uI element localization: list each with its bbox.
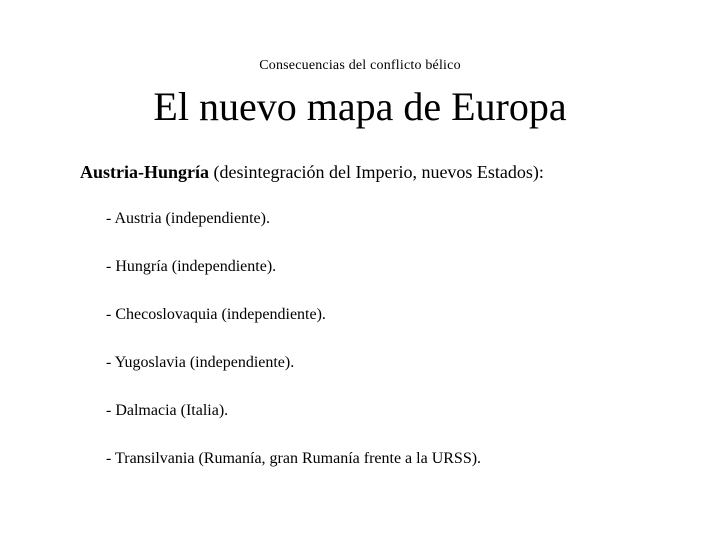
item-list: [106, 208, 481, 496]
section-heading-bold: Austria-Hungría: [80, 162, 210, 182]
list-item: - Transilvania (Rumanía, gran Rumanía frente a la URSS).: [106, 450, 482, 467]
list-item: - Austria (independiente).: [106, 210, 270, 227]
list-item: - Hungría (independiente).: [106, 258, 277, 275]
list-item: - Checoslovaquia (independiente).: [106, 306, 326, 323]
section-heading: [80, 160, 544, 184]
slide-title: El nuevo mapa de Europa: [153, 84, 567, 129]
list-item: - Dalmacia (Italia).: [106, 402, 229, 419]
list-item: - Yugoslavia (independiente).: [106, 354, 295, 371]
section-heading-rest: (desintegración del Imperio, nuevos Estados):: [209, 162, 544, 182]
slide-subtitle: Consecuencias del conflicto bélico: [259, 58, 461, 73]
